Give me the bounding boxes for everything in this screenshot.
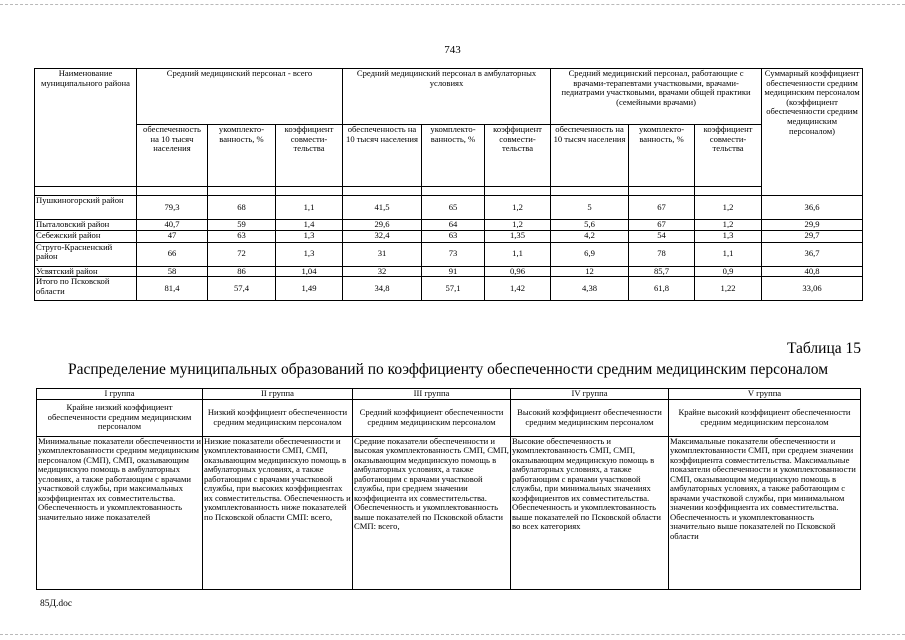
value-cell: 91	[422, 266, 485, 277]
header-group-total: Средний медицинский персонал - всего	[137, 69, 343, 125]
value-cell: 36,7	[762, 242, 863, 266]
staffing-table	[34, 68, 863, 301]
staffing-table-body	[35, 196, 863, 301]
value-cell: 36,6	[762, 196, 863, 220]
district-name-cell: Усвятский район	[35, 266, 137, 277]
group-5-header: V группа	[669, 389, 861, 400]
scan-edge-top	[0, 4, 905, 5]
subheader-provision: обеспеченность на 10 тысяч населения	[137, 125, 208, 187]
value-cell: 40,8	[762, 266, 863, 277]
value-cell: 54	[629, 230, 695, 242]
table-row	[35, 220, 863, 231]
document-filename: 85Д.doc	[40, 599, 73, 609]
group-4-header: IV группа	[511, 389, 669, 400]
group-2-description: Низкие показатели обеспеченности и укомплектованности СМП, СМП, оказывающим медицинскую помощь в амбулаторных условиях, а также работающим с врачами участковой службы, при высоких коэффициентах их совместительства. Обеспеченность и укомплектованность ниже показателей по Псковской области СМП: всего,	[203, 436, 353, 589]
value-cell: 57,4	[208, 277, 276, 301]
header-group-gp: Средний медицинский персонал, работающие с врачами-терапевтами участковыми, врачами-педиатрами участковыми, врачами общей практики (семейными врачами)	[551, 69, 762, 125]
value-cell: 5	[551, 196, 629, 220]
header-district: Наименование муниципального района	[35, 69, 137, 187]
value-cell: 40,7	[137, 220, 208, 231]
subheader-provision: обеспеченность на 10 тысяч населения	[343, 125, 422, 187]
value-cell: 4,2	[551, 230, 629, 242]
table-row	[35, 230, 863, 242]
group-5-coefficient-level: Крайне высокий коэффициент обеспеченности средним медицинским персоналом	[669, 399, 861, 436]
value-cell: 63	[208, 230, 276, 242]
subheader-staffing: укомплекто-ванность, %	[629, 125, 695, 187]
value-cell: 72	[208, 242, 276, 266]
value-cell: 41,5	[343, 196, 422, 220]
value-cell: 1,49	[276, 277, 343, 301]
spacer-cell	[485, 187, 551, 196]
group-4-description: Высокие обеспеченность и укомплектованность СМП, СМП, оказывающим медицинскую помощь в амбулаторных условиях, а также работающим с врачами участковой службы, при минимальных значениях коэффициентов их совместительства. Обеспеченность и укомплектованность выше показателей по Псковской области во всех категориях	[511, 436, 669, 589]
value-cell: 68	[208, 196, 276, 220]
value-cell: 66	[137, 242, 208, 266]
subheader-staffing: укомплекто-ванность, %	[422, 125, 485, 187]
groups-table	[36, 388, 861, 590]
value-cell: 1,2	[485, 220, 551, 231]
value-cell: 1,4	[276, 220, 343, 231]
table-row	[35, 277, 863, 301]
group-2-coefficient-level: Низкий коэффициент обеспеченности средним медицинским персоналом	[203, 399, 353, 436]
value-cell: 47	[137, 230, 208, 242]
page-number: 743	[444, 44, 461, 56]
table-row	[35, 266, 863, 277]
subheader-coefficient: коэффициент совмести-тельства	[276, 125, 343, 187]
value-cell: 1,2	[485, 196, 551, 220]
district-name-cell: Пыталовский район	[35, 220, 137, 231]
value-cell: 32,4	[343, 230, 422, 242]
spacer-cell	[208, 187, 276, 196]
value-cell: 63	[422, 230, 485, 242]
value-cell: 73	[422, 242, 485, 266]
value-cell: 64	[422, 220, 485, 231]
header-summary: Суммарный коэффициент обеспеченности средним медицинским персоналом (коэффициент обеспеченности средним медицинским персоналом)	[762, 69, 863, 196]
value-cell: 86	[208, 266, 276, 277]
table-row	[35, 196, 863, 220]
header-group-ambulatory: Средний медицинский персонал в амбулаторных условиях	[343, 69, 551, 125]
district-name-cell: Итого по Псковской области	[35, 277, 137, 301]
value-cell: 29,9	[762, 220, 863, 231]
district-name-cell: Пушкиногорский район	[35, 196, 137, 220]
value-cell: 5,6	[551, 220, 629, 231]
value-cell: 1,3	[695, 230, 762, 242]
spacer-cell	[422, 187, 485, 196]
group-3-header: III группа	[353, 389, 511, 400]
group-3-coefficient-level: Средний коэффициент обеспеченности средним медицинским персоналом	[353, 399, 511, 436]
value-cell: 65	[422, 196, 485, 220]
value-cell: 12	[551, 266, 629, 277]
value-cell: 67	[629, 196, 695, 220]
table-row	[35, 242, 863, 266]
spacer-cell	[35, 187, 137, 196]
group-3-description: Средние показатели обеспеченности и высокая укомплектованность СМП, СМП, оказывающим медицинскую помощь в амбулаторных условиях, а также работающим с врачами участковой службы, при среднем значении коэффициента их совместительства. Обеспеченность и укомплектованность выше показателей по Псковской области СМП: всего,	[353, 436, 511, 589]
value-cell: 61,8	[629, 277, 695, 301]
scan-edge-bottom	[0, 634, 905, 635]
value-cell: 31	[343, 242, 422, 266]
spacer-cell	[695, 187, 762, 196]
table-title: Распределение муниципальных образований по коэффициенту обеспеченности средним медицинским персоналом	[67, 361, 829, 378]
district-name-cell: Струго-Красненский район	[35, 242, 137, 266]
group-1-description: Минимальные показатели обеспеченности и укомплектованности средним медицинским персоналом (СМП), СМП, оказывающим медицинскую помощь в амбулаторных условиях, а также работающим с врачами участковой службы, при максимальных коэффициентах их совместительства. Обеспеченность и укомплектованность значительно ниже показателей	[37, 436, 203, 589]
value-cell: 4,38	[551, 277, 629, 301]
group-1-header: I группа	[37, 389, 203, 400]
value-cell: 1,1	[276, 196, 343, 220]
value-cell: 67	[629, 220, 695, 231]
value-cell: 1,04	[276, 266, 343, 277]
value-cell: 33,06	[762, 277, 863, 301]
subheader-provision: обеспеченность на 10 тысяч населения	[551, 125, 629, 187]
spacer-cell	[276, 187, 343, 196]
value-cell: 57,1	[422, 277, 485, 301]
spacer-cell	[629, 187, 695, 196]
value-cell: 85,7	[629, 266, 695, 277]
value-cell: 1,1	[485, 242, 551, 266]
subheader-coefficient: коэффициент совмести-тельства	[485, 125, 551, 187]
subheader-staffing: укомплекто-ванность, %	[208, 125, 276, 187]
value-cell: 59	[208, 220, 276, 231]
spacer-cell	[137, 187, 208, 196]
value-cell: 81,4	[137, 277, 208, 301]
value-cell: 79,3	[137, 196, 208, 220]
spacer-cell	[343, 187, 422, 196]
value-cell: 1,22	[695, 277, 762, 301]
value-cell: 1,1	[695, 242, 762, 266]
value-cell: 34,8	[343, 277, 422, 301]
value-cell: 6,9	[551, 242, 629, 266]
value-cell: 0,96	[485, 266, 551, 277]
district-name-cell: Себежский район	[35, 230, 137, 242]
spacer-cell	[551, 187, 629, 196]
value-cell: 78	[629, 242, 695, 266]
value-cell: 0,9	[695, 266, 762, 277]
table-label: Таблица 15	[786, 340, 861, 357]
group-1-coefficient-level: Крайне низкий коэффициент обеспеченности средним медицинским персоналом	[37, 399, 203, 436]
value-cell: 1,35	[485, 230, 551, 242]
value-cell: 1,2	[695, 196, 762, 220]
group-2-header: II группа	[203, 389, 353, 400]
group-4-coefficient-level: Высокий коэффициент обеспеченности средним медицинским персоналом	[511, 399, 669, 436]
group-5-description: Максимальные показатели обеспеченности и укомплектованности СМП, при среднем значении коэффициента совместительства. Максимальные показатели обеспеченности и укомплектованности СМП, оказывающим медицинскую помощь в амбулаторных условиях, а также работающим с врачами участковой службы, при минимальном значении коэффициента их совместительства. Обеспеченность и укомплектованность значительно выше показателей по Псковской области	[669, 436, 861, 589]
value-cell: 1,2	[695, 220, 762, 231]
value-cell: 1,3	[276, 242, 343, 266]
value-cell: 29,6	[343, 220, 422, 231]
value-cell: 29,7	[762, 230, 863, 242]
value-cell: 1,42	[485, 277, 551, 301]
value-cell: 32	[343, 266, 422, 277]
value-cell: 58	[137, 266, 208, 277]
value-cell: 1,3	[276, 230, 343, 242]
subheader-coefficient: коэффициент совмести-тельства	[695, 125, 762, 187]
